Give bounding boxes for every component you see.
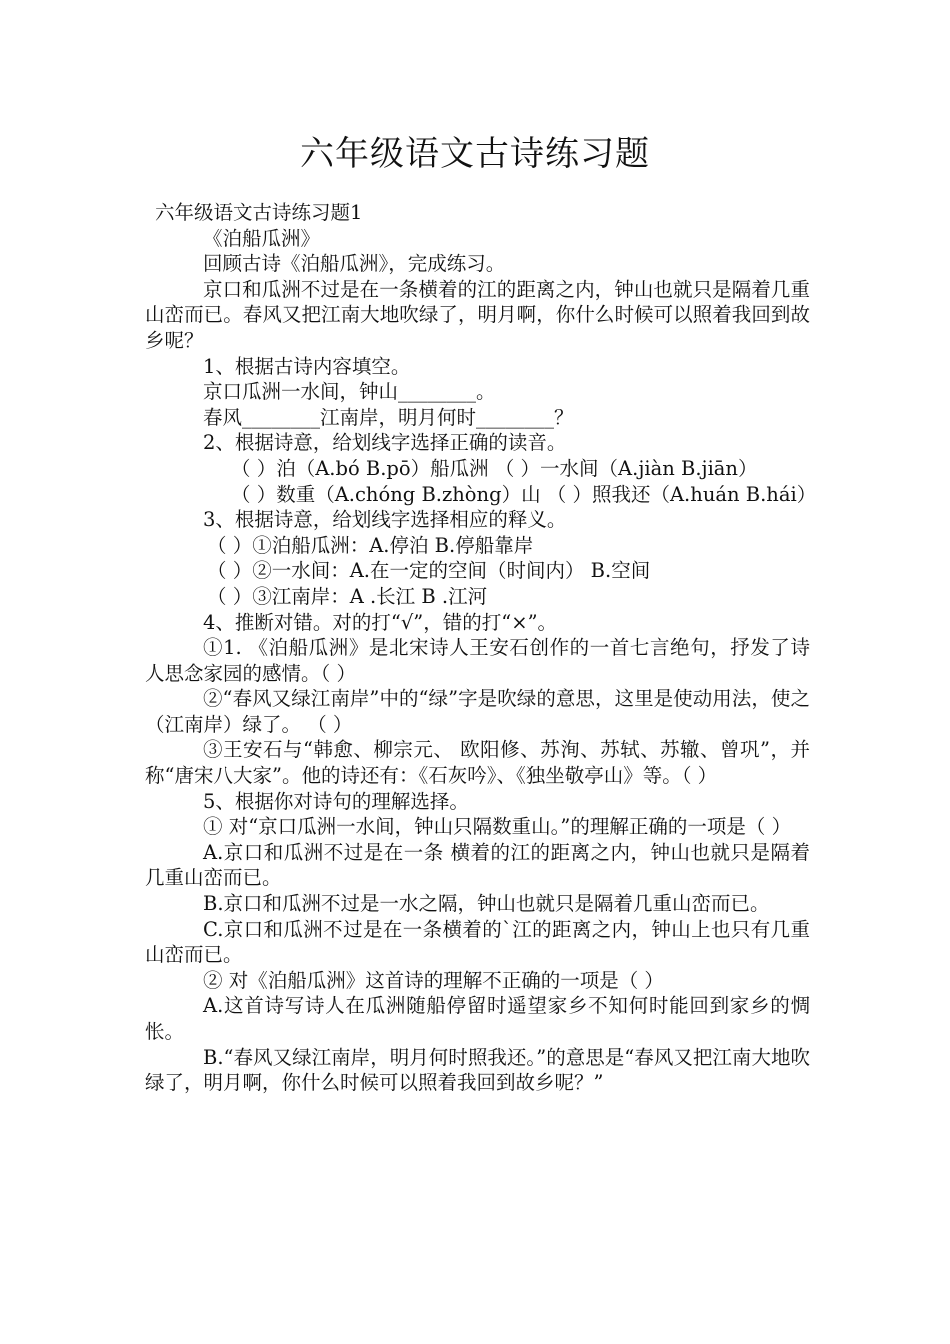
pronunciation-option: （ ）数重（A.chóng B.zhòng）山 （ ）照我还（A.huán B.hái）: [231, 482, 817, 506]
true-false-item: ②“春风又绿江南岸”中的“绿”字是吹绿的意思，这里是使动用法，使之（江南岸）绿了。 （ ）: [145, 687, 810, 736]
choice-option: C.京口和瓜洲不过是在一条横着的`江的距离之内，钟山上也只有几重山峦而已。: [145, 917, 810, 967]
question-heading: 5、根据你对诗句的理解选择。: [203, 789, 469, 813]
instruction-text: 回顾古诗《泊船瓜洲》，完成练习。: [203, 252, 506, 276]
pronunciation-option: （ ）泊（A.bó B.pō）船瓜洲 （ ）一水间（A.jiàn B.jiān）: [231, 456, 758, 480]
question-heading: 4、推断对错。对的打“√”，错的打“×”。: [203, 610, 558, 634]
document-title: 六年级语文古诗练习题: [300, 134, 650, 174]
choice-option: A.京口和瓜洲不过是在一条 横着的江的距离之内，钟山也就只是隔着几重山峦而已。: [145, 840, 810, 890]
poem-translation: 京口和瓜洲不过是在一条横着的江的距离之内，钟山也就只是隔着几重山峦而已。春风又把江南大地吹绿了，明月啊，你什么时候可以照着我回到故乡呢？: [145, 277, 810, 352]
true-false-item: ①1. 《泊船瓜洲》是北宋诗人王安石创作的一首七言绝句，抒发了诗人思念家园的感情。（ ）: [145, 636, 810, 685]
choice-question: ② 对《泊船瓜洲》这首诗的理解不正确的一项是（ ）: [203, 968, 664, 992]
choice-option: B.“春风又绿江南岸，明月何时照我还。”的意思是“春风又把江南大地吹绿了，明月啊，你什么时候可以照着我回到故乡呢？”: [145, 1045, 810, 1095]
meaning-option: （ ）①泊船瓜洲：A.停泊 B.停船靠岸: [207, 533, 534, 557]
section-heading: 六年级语文古诗练习题1: [155, 201, 363, 224]
question-heading: 2、根据诗意，给划线字选择正确的读音。: [203, 431, 567, 455]
question-heading: 3、根据诗意，给划线字选择相应的释义。: [203, 508, 567, 532]
choice-option: A.这首诗写诗人在瓜洲随船停留时遥望家乡不知何时能回到家乡的惆怅。: [145, 994, 810, 1043]
choice-question: ① 对“京口瓜洲一水间，钟山只隔数重山。”的理解正确的一项是（ ）: [203, 815, 792, 839]
fill-blank-line: 春风________江南岸，明月何时________？: [203, 405, 574, 429]
document-body: [145, 200, 817, 1096]
meaning-option: （ ）②一水间：A.在一定的空间（时间内） B.空间: [207, 559, 651, 583]
fill-blank-line: 京口瓜洲一水间，钟山________。: [203, 380, 496, 404]
true-false-item: ③王安石与“韩愈、柳宗元、 欧阳修、苏洵、苏轼、苏辙、曾巩”，并称“唐宋八大家”。他的诗还有：《石灰吟》、《独坐敬亭山》等。（ ）: [145, 738, 810, 788]
choice-option: B.京口和瓜洲不过是一水之隔，钟山也就只是隔着几重山峦而已。: [203, 892, 770, 916]
question-heading: 1、根据古诗内容填空。: [203, 354, 411, 378]
meaning-option: （ ）③江南岸：A .长江 B .江河: [207, 584, 488, 608]
poem-title: 《泊船瓜洲》: [203, 226, 321, 250]
